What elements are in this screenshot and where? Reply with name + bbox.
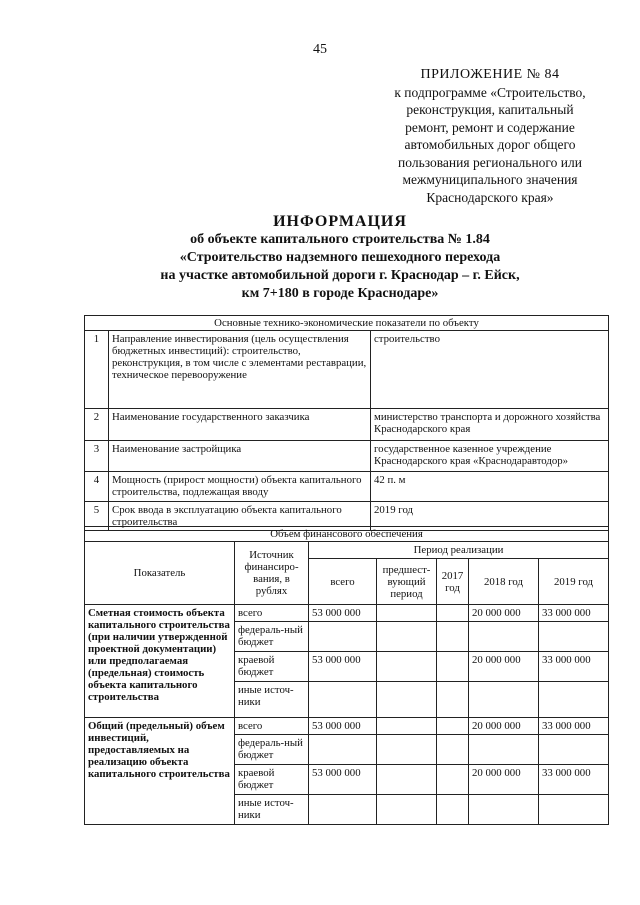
indicator-label: Мощность (прирост мощности) объекта капитального строительства, подлежащая вводу bbox=[109, 472, 371, 502]
appendix-heading: ПРИЛОЖЕНИЕ № 84 bbox=[420, 67, 560, 82]
value-prev bbox=[377, 765, 437, 795]
value-total bbox=[309, 682, 377, 718]
source-cell: всего bbox=[235, 605, 309, 622]
appendix-line: реконструкция, капитальный bbox=[406, 102, 574, 117]
indicator-label: Срок ввода в эксплуатацию объекта капитального строительства bbox=[109, 502, 371, 531]
appendix-line: к подпрограмме «Строительство, bbox=[394, 84, 586, 100]
indicators-heading: Основные технико-экономические показатели по объекту bbox=[85, 316, 609, 331]
value-prev bbox=[377, 735, 437, 765]
value-2019: 33 000 000 bbox=[539, 605, 609, 622]
group-label: Общий (предельный) объем инвестиций, предоставляемых на реализацию объекта капитального строительства bbox=[85, 718, 235, 825]
source-cell: всего bbox=[235, 718, 309, 735]
row-number: 3 bbox=[85, 441, 109, 472]
indicator-label: Направление инвестирования (цель осуществления бюджетных инвестиций): строительство, реконструкция, в том числе с элементами реставрации, техническое перевооружение bbox=[109, 331, 371, 409]
sub-header-2018: 2018 год bbox=[469, 559, 539, 605]
value-2018 bbox=[469, 682, 539, 718]
value-2019 bbox=[539, 622, 609, 652]
indicator-value: 42 п. м bbox=[371, 472, 609, 502]
col-source-header: Источник финансиро-вания, в рублях bbox=[235, 542, 309, 605]
indicator-label: Наименование государственного заказчика bbox=[109, 409, 371, 441]
value-2018: 20 000 000 bbox=[469, 765, 539, 795]
value-2018: 20 000 000 bbox=[469, 718, 539, 735]
title-line: «Строительство надземного пешеходного перехода bbox=[179, 250, 501, 265]
source-cell: иные источ-ники bbox=[235, 795, 309, 825]
value-2017 bbox=[437, 682, 469, 718]
value-2018: 20 000 000 bbox=[469, 605, 539, 622]
indicator-value: строительство bbox=[371, 331, 609, 409]
value-prev bbox=[377, 795, 437, 825]
value-total bbox=[309, 622, 377, 652]
title-main: ИНФОРМАЦИЯ bbox=[273, 213, 407, 230]
value-total: 53 000 000 bbox=[309, 605, 377, 622]
row-number: 1 bbox=[85, 331, 109, 409]
title-line: об объекте капитального строительства № 1.84 bbox=[190, 232, 490, 247]
value-2018 bbox=[469, 795, 539, 825]
value-2017 bbox=[437, 605, 469, 622]
col-indicator-header: Показатель bbox=[85, 542, 235, 605]
value-2019 bbox=[539, 682, 609, 718]
indicator-value: государственное казенное учреждение Краснодарского края «Краснодаравтодор» bbox=[371, 441, 609, 472]
value-2019: 33 000 000 bbox=[539, 718, 609, 735]
sub-header-2019: 2019 год bbox=[539, 559, 609, 605]
value-total bbox=[309, 735, 377, 765]
group-label: Сметная стоимость объекта капитального строительства (при наличии утвержденной проектной документации) или предполагаемая (предельная) стоимость объекта капитального строительства bbox=[85, 605, 235, 718]
page-number: 45 bbox=[313, 42, 327, 57]
row-number: 5 bbox=[85, 502, 109, 531]
col-period-header: Период реализации bbox=[309, 542, 609, 559]
value-2017 bbox=[437, 622, 469, 652]
value-total bbox=[309, 795, 377, 825]
source-cell: федераль-ный бюджет bbox=[235, 735, 309, 765]
value-2017 bbox=[437, 652, 469, 682]
value-2018 bbox=[469, 622, 539, 652]
value-2017 bbox=[437, 765, 469, 795]
indicators-table bbox=[84, 315, 609, 531]
row-number: 2 bbox=[85, 409, 109, 441]
value-2018: 20 000 000 bbox=[469, 652, 539, 682]
value-2019: 33 000 000 bbox=[539, 765, 609, 795]
value-prev bbox=[377, 682, 437, 718]
source-cell: краевой бюджет bbox=[235, 652, 309, 682]
value-prev bbox=[377, 605, 437, 622]
value-2017 bbox=[437, 795, 469, 825]
value-total: 53 000 000 bbox=[309, 652, 377, 682]
value-2017 bbox=[437, 735, 469, 765]
appendix-block bbox=[360, 66, 620, 206]
title-line: км 7+180 в городе Краснодаре» bbox=[241, 286, 439, 301]
indicator-value: 2019 год bbox=[371, 502, 609, 531]
document-title bbox=[60, 213, 620, 303]
value-2019: 33 000 000 bbox=[539, 652, 609, 682]
value-total: 53 000 000 bbox=[309, 765, 377, 795]
value-prev bbox=[377, 718, 437, 735]
appendix-line: межмуниципального значения bbox=[402, 172, 578, 187]
appendix-line: ремонт, ремонт и содержание bbox=[405, 119, 575, 135]
appendix-line: пользования регионального или bbox=[398, 154, 582, 170]
source-cell: краевой бюджет bbox=[235, 765, 309, 795]
value-prev bbox=[377, 622, 437, 652]
value-2017 bbox=[437, 718, 469, 735]
financing-table bbox=[84, 526, 609, 825]
value-2019 bbox=[539, 795, 609, 825]
appendix-line: автомобильных дорог общего bbox=[404, 137, 576, 152]
financing-heading: Объем финансового обеспечения bbox=[85, 527, 609, 542]
appendix-line: Краснодарского края» bbox=[426, 189, 554, 205]
value-prev bbox=[377, 652, 437, 682]
source-cell: иные источ-ники bbox=[235, 682, 309, 718]
value-total: 53 000 000 bbox=[309, 718, 377, 735]
sub-header-total: всего bbox=[309, 559, 377, 605]
value-2019 bbox=[539, 735, 609, 765]
indicator-value: министерство транспорта и дорожного хозяйства Краснодарского края bbox=[371, 409, 609, 441]
source-cell: федераль-ный бюджет bbox=[235, 622, 309, 652]
sub-header-prev: предшест-вующий период bbox=[377, 559, 437, 605]
indicator-label: Наименование застройщика bbox=[109, 441, 371, 472]
value-2018 bbox=[469, 735, 539, 765]
row-number: 4 bbox=[85, 472, 109, 502]
sub-header-2017: 2017 год bbox=[437, 559, 469, 605]
title-line: на участке автомобильной дороги г. Краснодар – г. Ейск, bbox=[160, 268, 520, 283]
